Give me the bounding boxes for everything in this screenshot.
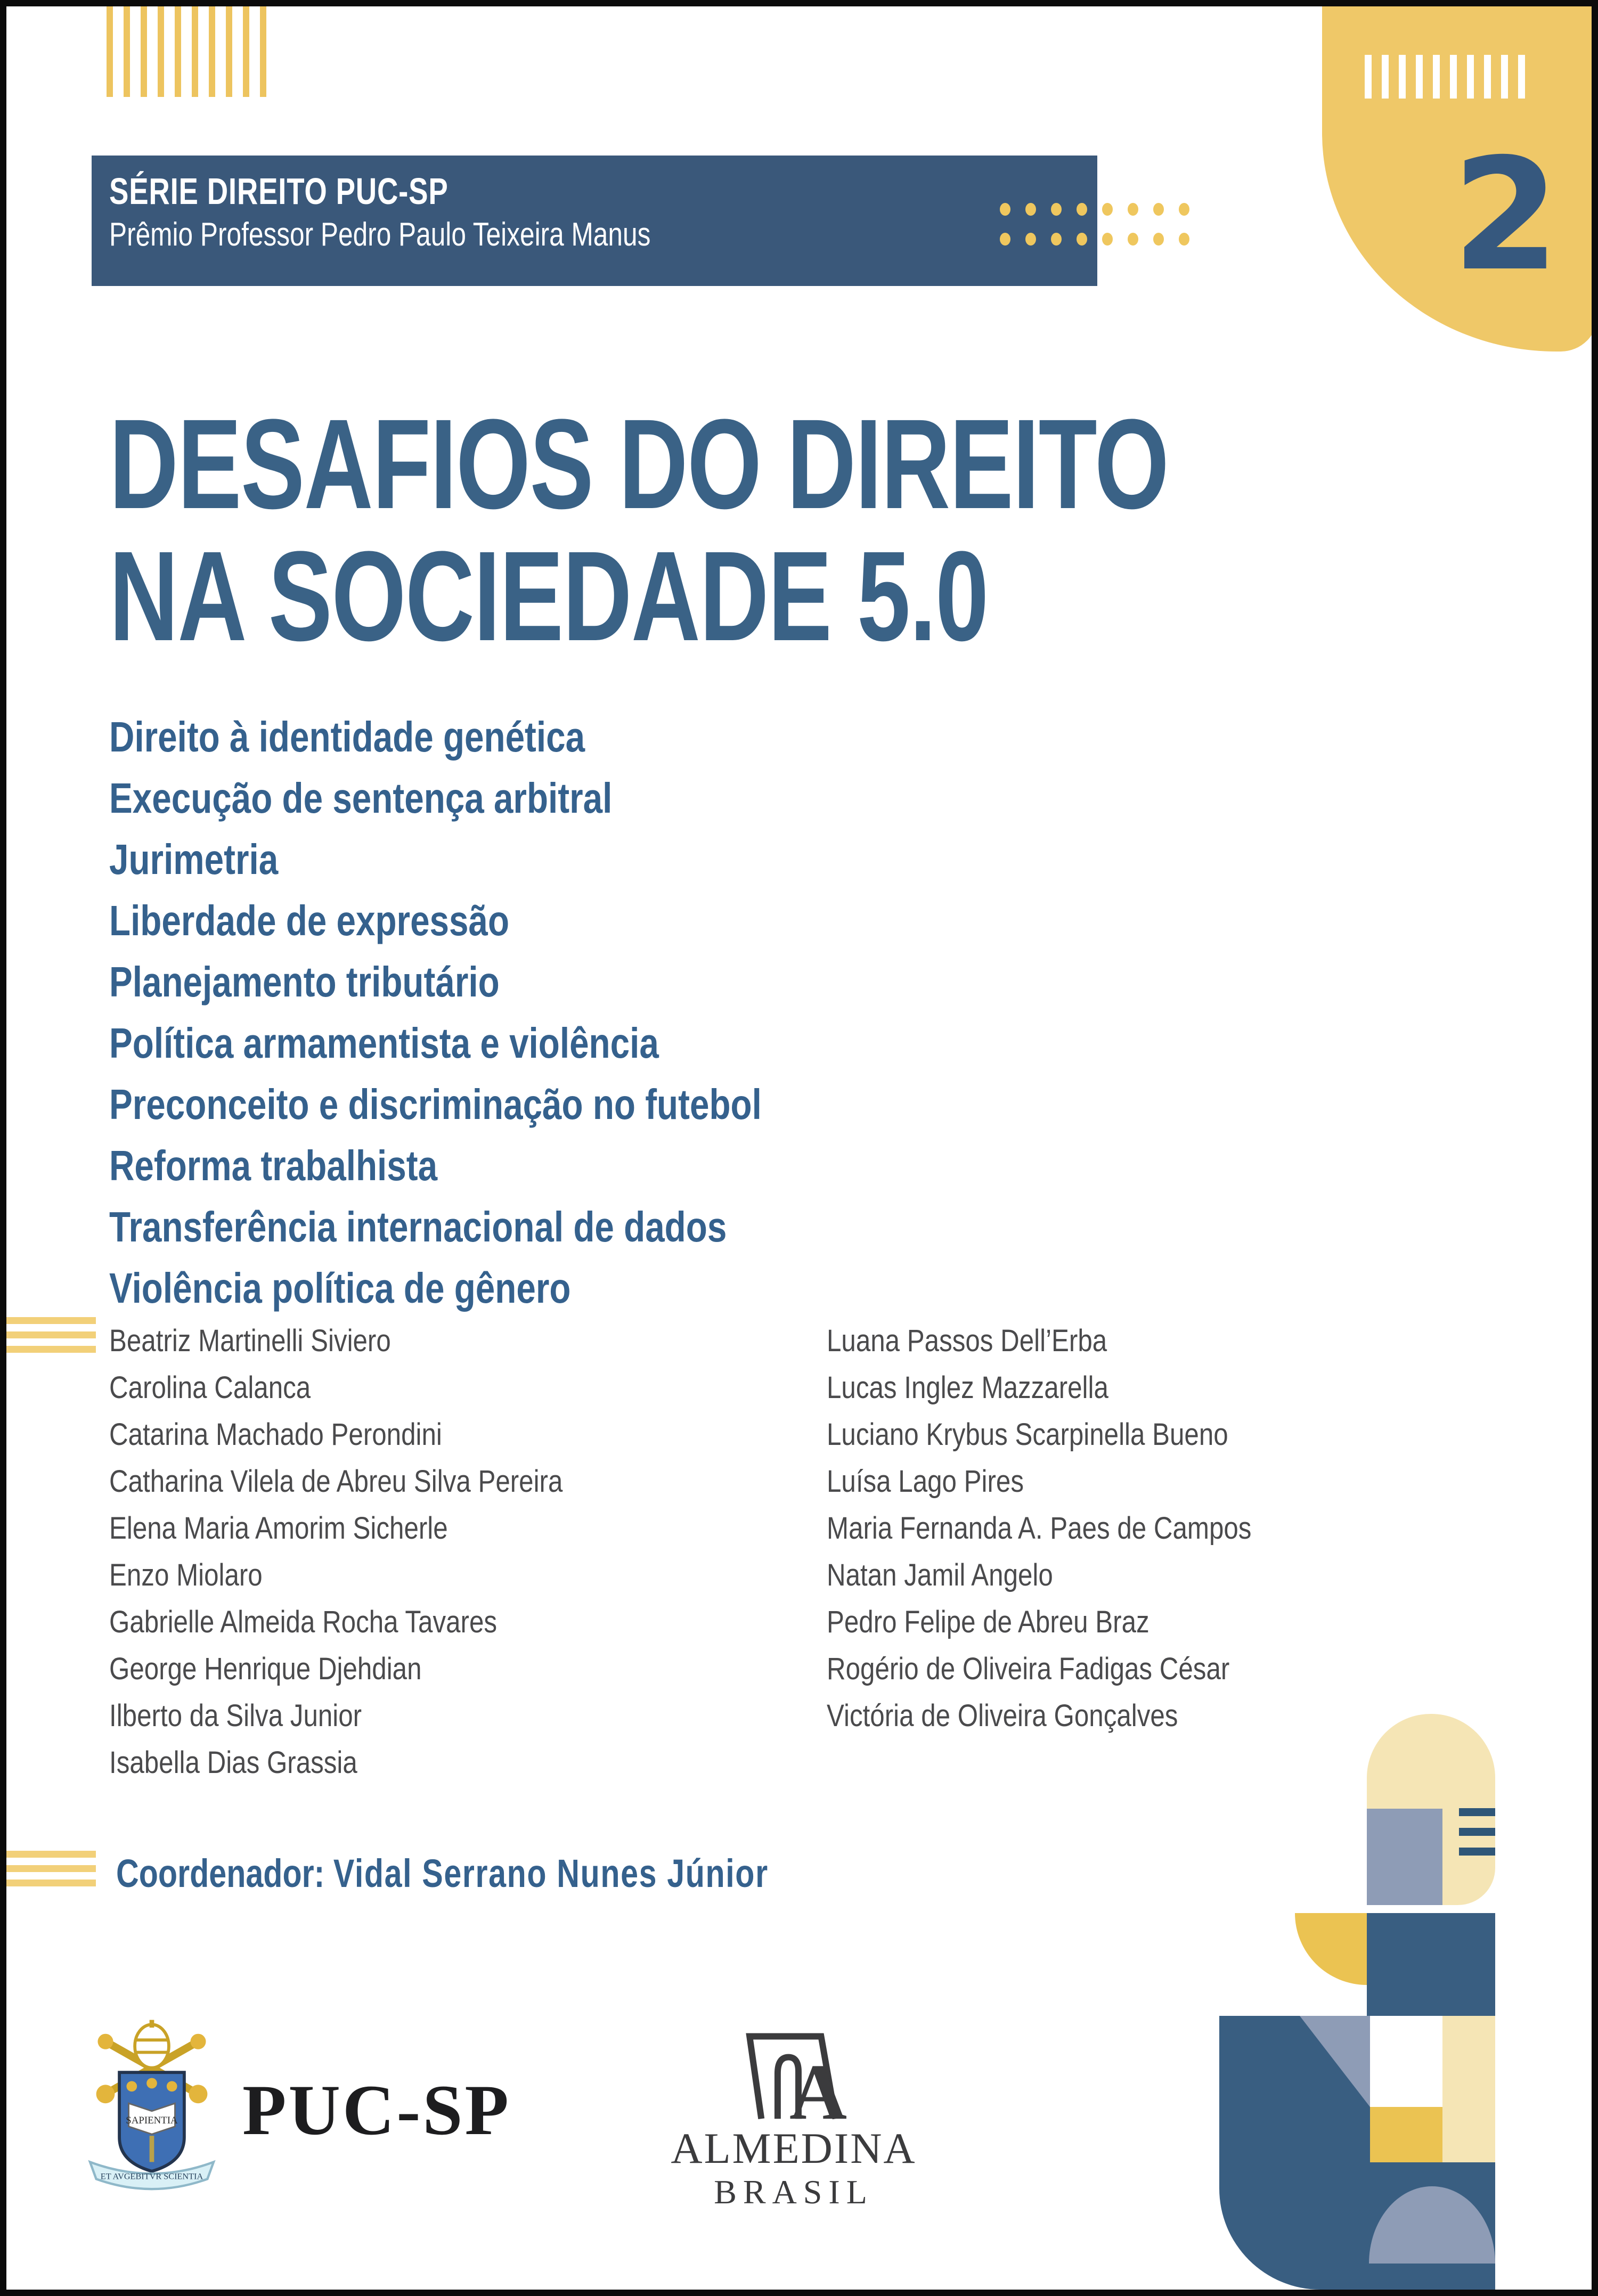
volume-number: 2 bbox=[1452, 126, 1560, 305]
author-name: Luana Passos Dell’Erba bbox=[827, 1323, 1107, 1358]
topic-item: Planejamento tributário bbox=[109, 958, 500, 1006]
puc-ribbon-motto: ET AVGEBITVR SCIENTIA bbox=[100, 2171, 203, 2181]
figure-stripe-shape bbox=[1459, 1808, 1495, 1816]
svg-text:A: A bbox=[789, 2048, 847, 2122]
topic-item: Direito à identidade genética bbox=[109, 713, 585, 761]
author-name: George Henrique Djehdian bbox=[109, 1652, 422, 1686]
author-name: Lucas Inglez Mazzarella bbox=[827, 1370, 1108, 1405]
author-name: Rogério de Oliveira Fadigas César bbox=[827, 1652, 1230, 1686]
dots-pattern-icon bbox=[1000, 203, 1189, 246]
coordinator-accent-bars-icon bbox=[6, 1851, 96, 1886]
top-left-stripes-icon bbox=[107, 6, 266, 97]
almedina-country: BRASIL bbox=[714, 2173, 874, 2211]
puc-shield-motto: SAPIENTIA bbox=[126, 2114, 178, 2126]
author-name: Beatriz Martinelli Siviero bbox=[109, 1323, 391, 1358]
coordinator-name: Vidal Serrano Nunes Júnior bbox=[333, 1851, 769, 1895]
puc-sp-wordmark: PUC-SP bbox=[242, 2071, 511, 2150]
figure-stripe-shape bbox=[1459, 1848, 1495, 1856]
authors-column-left bbox=[109, 1318, 562, 1786]
title-line-1: DESAFIOS DO DIREITO bbox=[109, 393, 1169, 535]
figure-yellow-square-shape bbox=[1370, 2107, 1442, 2162]
title-line-2: NA SOCIEDADE 5.0 bbox=[109, 525, 988, 667]
almedina-wordmark: ALMEDINA bbox=[671, 2124, 917, 2172]
author-name: Luísa Lago Pires bbox=[827, 1464, 1024, 1499]
figure-cream-column-shape bbox=[1442, 2016, 1495, 2162]
series-header-bar bbox=[92, 156, 1097, 286]
figure-torso-shape bbox=[1367, 1913, 1495, 2016]
figure-face-shape bbox=[1367, 1809, 1442, 1905]
coordinator-line bbox=[116, 1852, 769, 1895]
author-name: Enzo Miolaro bbox=[109, 1558, 263, 1592]
topic-item: Transferência internacional de dados bbox=[109, 1203, 727, 1251]
figure-stripe-shape bbox=[1459, 1828, 1495, 1836]
badge-stripes-icon bbox=[1365, 55, 1525, 99]
author-name: Catarina Machado Perondini bbox=[109, 1417, 442, 1452]
series-title: SÉRIE DIREITO PUC-SP bbox=[109, 170, 449, 212]
page-title bbox=[109, 393, 1169, 667]
author-name: Natan Jamil Angelo bbox=[827, 1558, 1053, 1592]
coordinator-label: Coordenador: bbox=[116, 1851, 325, 1895]
topic-item: Política armamentista e violência bbox=[109, 1019, 659, 1067]
figure-quarter-circle-shape bbox=[1295, 1913, 1367, 1985]
puc-sp-crest-icon bbox=[75, 2019, 229, 2194]
topic-item: Reforma trabalhista bbox=[109, 1142, 438, 1189]
author-name: Elena Maria Amorim Sicherle bbox=[109, 1511, 448, 1546]
almedina-logo bbox=[666, 2032, 922, 2211]
volume-badge bbox=[1322, 0, 1598, 352]
topic-item: Jurimetria bbox=[109, 836, 279, 883]
topic-item: Preconceito e discriminação no futebol bbox=[109, 1081, 762, 1128]
author-name: Gabrielle Almeida Rocha Tavares bbox=[109, 1605, 498, 1639]
author-name: Isabella Dias Grassia bbox=[109, 1745, 357, 1780]
author-name: Victória de Oliveira Gonçalves bbox=[827, 1698, 1178, 1733]
almedina-book-mark-icon bbox=[731, 2032, 857, 2122]
authors-accent-bars-icon bbox=[6, 1317, 96, 1353]
award-subtitle: Prêmio Professor Pedro Paulo Teixeira Manus bbox=[109, 216, 651, 253]
author-name: Carolina Calanca bbox=[109, 1370, 311, 1405]
topic-item: Liberdade de expressão bbox=[109, 897, 510, 944]
topic-item: Execução de sentença arbitral bbox=[109, 774, 613, 822]
author-name: Luciano Krybus Scarpinella Bueno bbox=[827, 1417, 1228, 1452]
author-name: Pedro Felipe de Abreu Braz bbox=[827, 1605, 1149, 1639]
topics-list bbox=[109, 706, 762, 1319]
topic-item: Violência política de gênero bbox=[109, 1264, 571, 1312]
authors-column-right bbox=[827, 1318, 1251, 1739]
author-name: Maria Fernanda A. Paes de Campos bbox=[827, 1511, 1252, 1546]
author-name: Catharina Vilela de Abreu Silva Pereira bbox=[109, 1464, 563, 1499]
author-name: Ilberto da Silva Junior bbox=[109, 1698, 362, 1733]
